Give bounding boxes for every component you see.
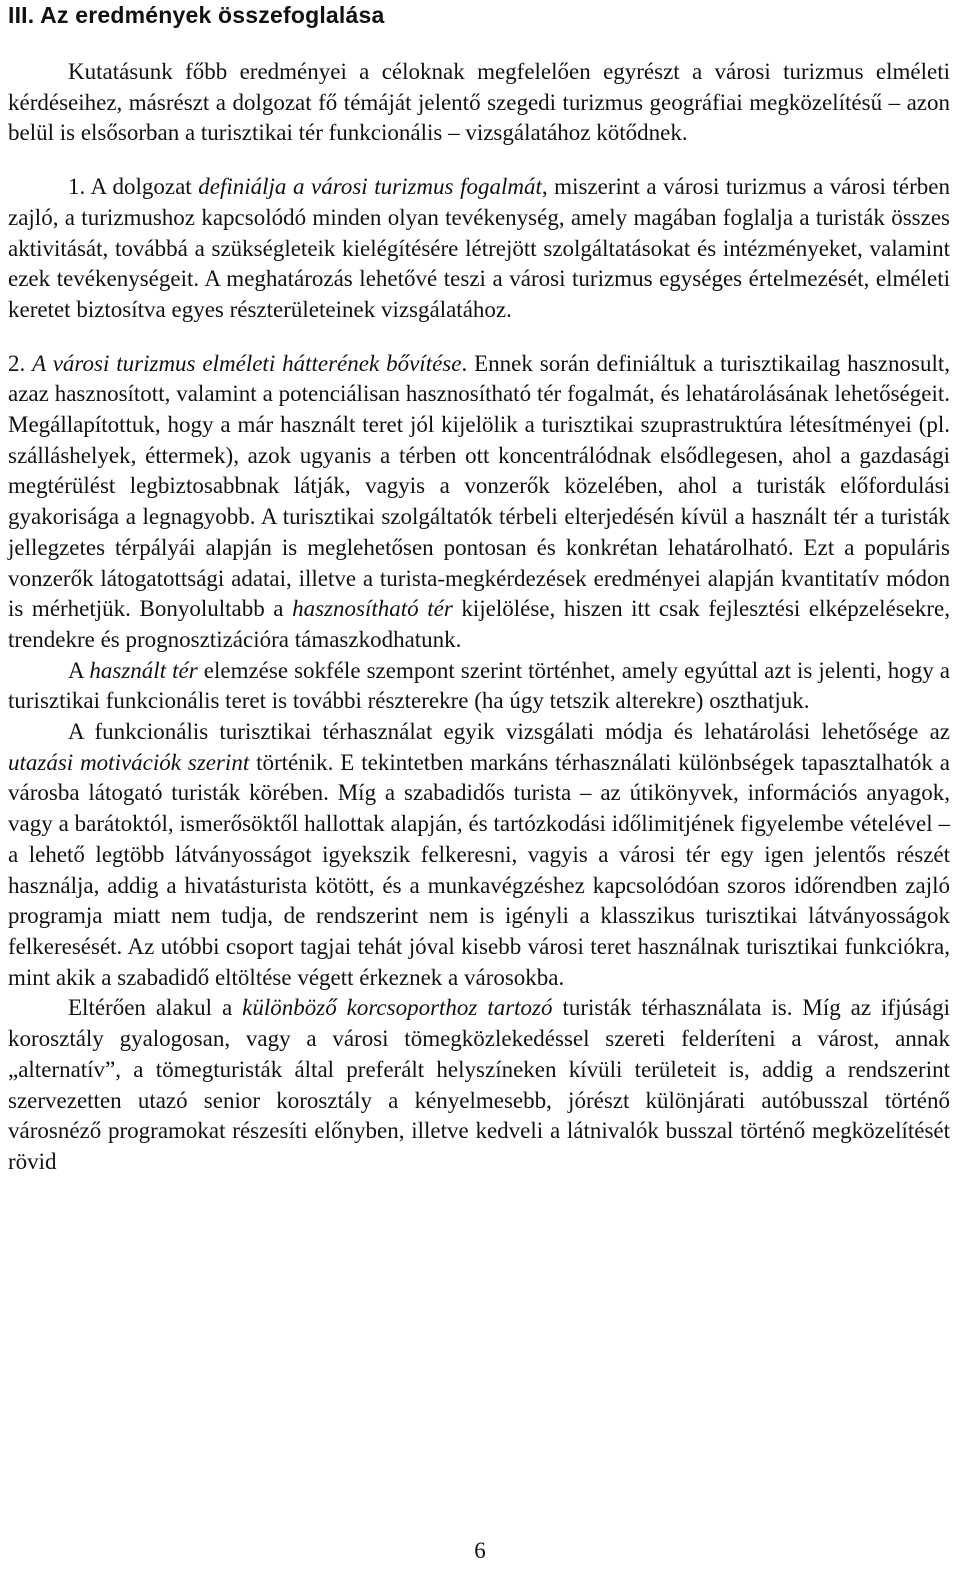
point-2-text-a: . Ennek során definiáltuk a turisztikailag hasznosult, azaz hasznosított, valamint a potenciálisan hasznosítható tér fogalmát, és lehatárolásának lehetőségeit. Megállapítottuk, hogy a már használt teret jól kijelölik a turisztikai szuprastruktúra létesítményei (pl. szálláshelyek, éttermek), azok ugyanis a térben ott koncentrálódnak elsődlegesen, ahol a gazdasági megtérülést legbiztosabbnak látják, vagyis a vonzerők közelében, ahol a turisták előfordulási gyakorisága a legnagyobb. A turisztikai szolgáltatók térbeli elterjedésén kívül a használt tér a turisták jellegzetes térpályái alapján is meglehetősen pontosan és konkrétan lehatárolható. Ezt a populáris vonzerők látogatottsági adatai, illetve a turista-megkérdezések eredményei alapján kvantitatív módon is mérhetjük. Bonyolultabb a xyxy=(8,350,950,622)
point-2-emphasis-b: hasznosítható tér xyxy=(292,596,453,622)
section-heading: III. Az eredmények összefoglalása xyxy=(8,2,385,28)
point-2-lead: 2. xyxy=(8,350,33,376)
point-2-emphasis: A városi turizmus elméleti hátterének bővítése xyxy=(32,350,462,376)
motivation-paragraph xyxy=(8,717,950,993)
age-group-emphasis: különböző korcsoporthoz tartozó xyxy=(242,995,553,1021)
point-2-text-b: kijelölése, hiszen itt csak fejlesztési elképzelésekre, trendekre és prognosztizációra támaszkodhatunk. xyxy=(8,596,950,652)
used-space-text: elemzése sokféle szempont szerint történhet, amely egyúttal azt is jelenti, hogy a turisztikai funkcionális teret is további részterekre (ha úgy tetszik alterekre) oszthatjuk. xyxy=(8,657,950,714)
age-group-text: turisták térhasználata is. Míg az ifjúsági korosztály gyalogosan, vagy a városi tömegközlekedéssel szereti felderíteni a várost, annak „alternatív”, a tömegturisták által preferált helyszíneken kívüli területeit is, addig a rendszerint szervezetten utazó senior korosztály a kényelmesebb, jórészt különjárati autóbusszal történő városnéző programokat részesíti előnyben, illetve kedveli a látnivalók busszal történő megközelítését rövid xyxy=(8,995,951,1174)
used-space-paragraph xyxy=(8,656,950,717)
point-1-text: , miszerint a városi turizmus a városi térben zajló, a turizmushoz kapcsolódó minden olyan tevékenység, amely magában foglalja a turisták összes aktivitását, továbbá a szükségleteik kielégítésére létrejött szolgáltatásokat és intézményeket, valamint ezek tevékenységeit. A meghatározás lehetővé teszi a városi turizmus egységes értelmezését, elméleti keretet biztosítva egyes részterületeinek vizsgálatához. xyxy=(8,174,950,322)
point-1-paragraph xyxy=(8,172,950,326)
point-2-paragraph xyxy=(8,349,950,656)
motivation-emphasis: utazási motivációk szerint xyxy=(8,749,250,775)
intro-paragraph: Kutatásunk főbb eredményei a céloknak megfelelően egyrészt a városi turizmus elméleti kérdéseihez, másrészt a dolgozat fő témáját jelentő szegedi turizmus geográfiai megközelítésű – azon belül is elsősorban a turisztikai tér funkcionális – vizsgálatához kötődnek. xyxy=(8,59,950,146)
page-number: 6 xyxy=(474,1538,486,1563)
point-1-lead: 1. A dolgozat xyxy=(68,174,199,200)
used-space-emphasis: használt tér xyxy=(89,657,198,683)
point-1-emphasis: definiálja a városi turizmus fogalmát xyxy=(198,174,542,200)
used-space-lead: A xyxy=(68,657,90,683)
age-group-paragraph xyxy=(8,993,950,1177)
document-page xyxy=(8,0,950,1178)
age-group-lead: Eltérően alakul a xyxy=(68,995,243,1021)
motivation-lead: A funkcionális turisztikai térhasználat egyik vizsgálati módja és lehatárolási lehetősége az xyxy=(68,719,950,745)
motivation-text: történik. E tekintetben markáns térhasználati különbségek tapasztalhatók a városba látogató turisták körében. Míg a szabadidős turista – az útikönyvek, információs anyagok, vagy a barátoktól, ismerősöktől hallottak alapján, és tartózkodási időlimitjének figyelembe vételével – a lehető legtöbb látványosságot igyekszik felkeresni, vagyis a városi tér egy igen jelentős részét használja, addig a hivatásturista kötött, és a munkavégzéshez kapcsolódóan szoros időrendben zajló programja miatt nem tudja, de rendszerint nem is igényli a klasszikus turisztikai látványosságok felkeresését. Az utóbbi csoport tagjai tehát jóval kisebb városi teret használnak turisztikai funkciókra, mint akik a szabadidő eltöltése végett érkeznek a városokba. xyxy=(8,749,950,990)
